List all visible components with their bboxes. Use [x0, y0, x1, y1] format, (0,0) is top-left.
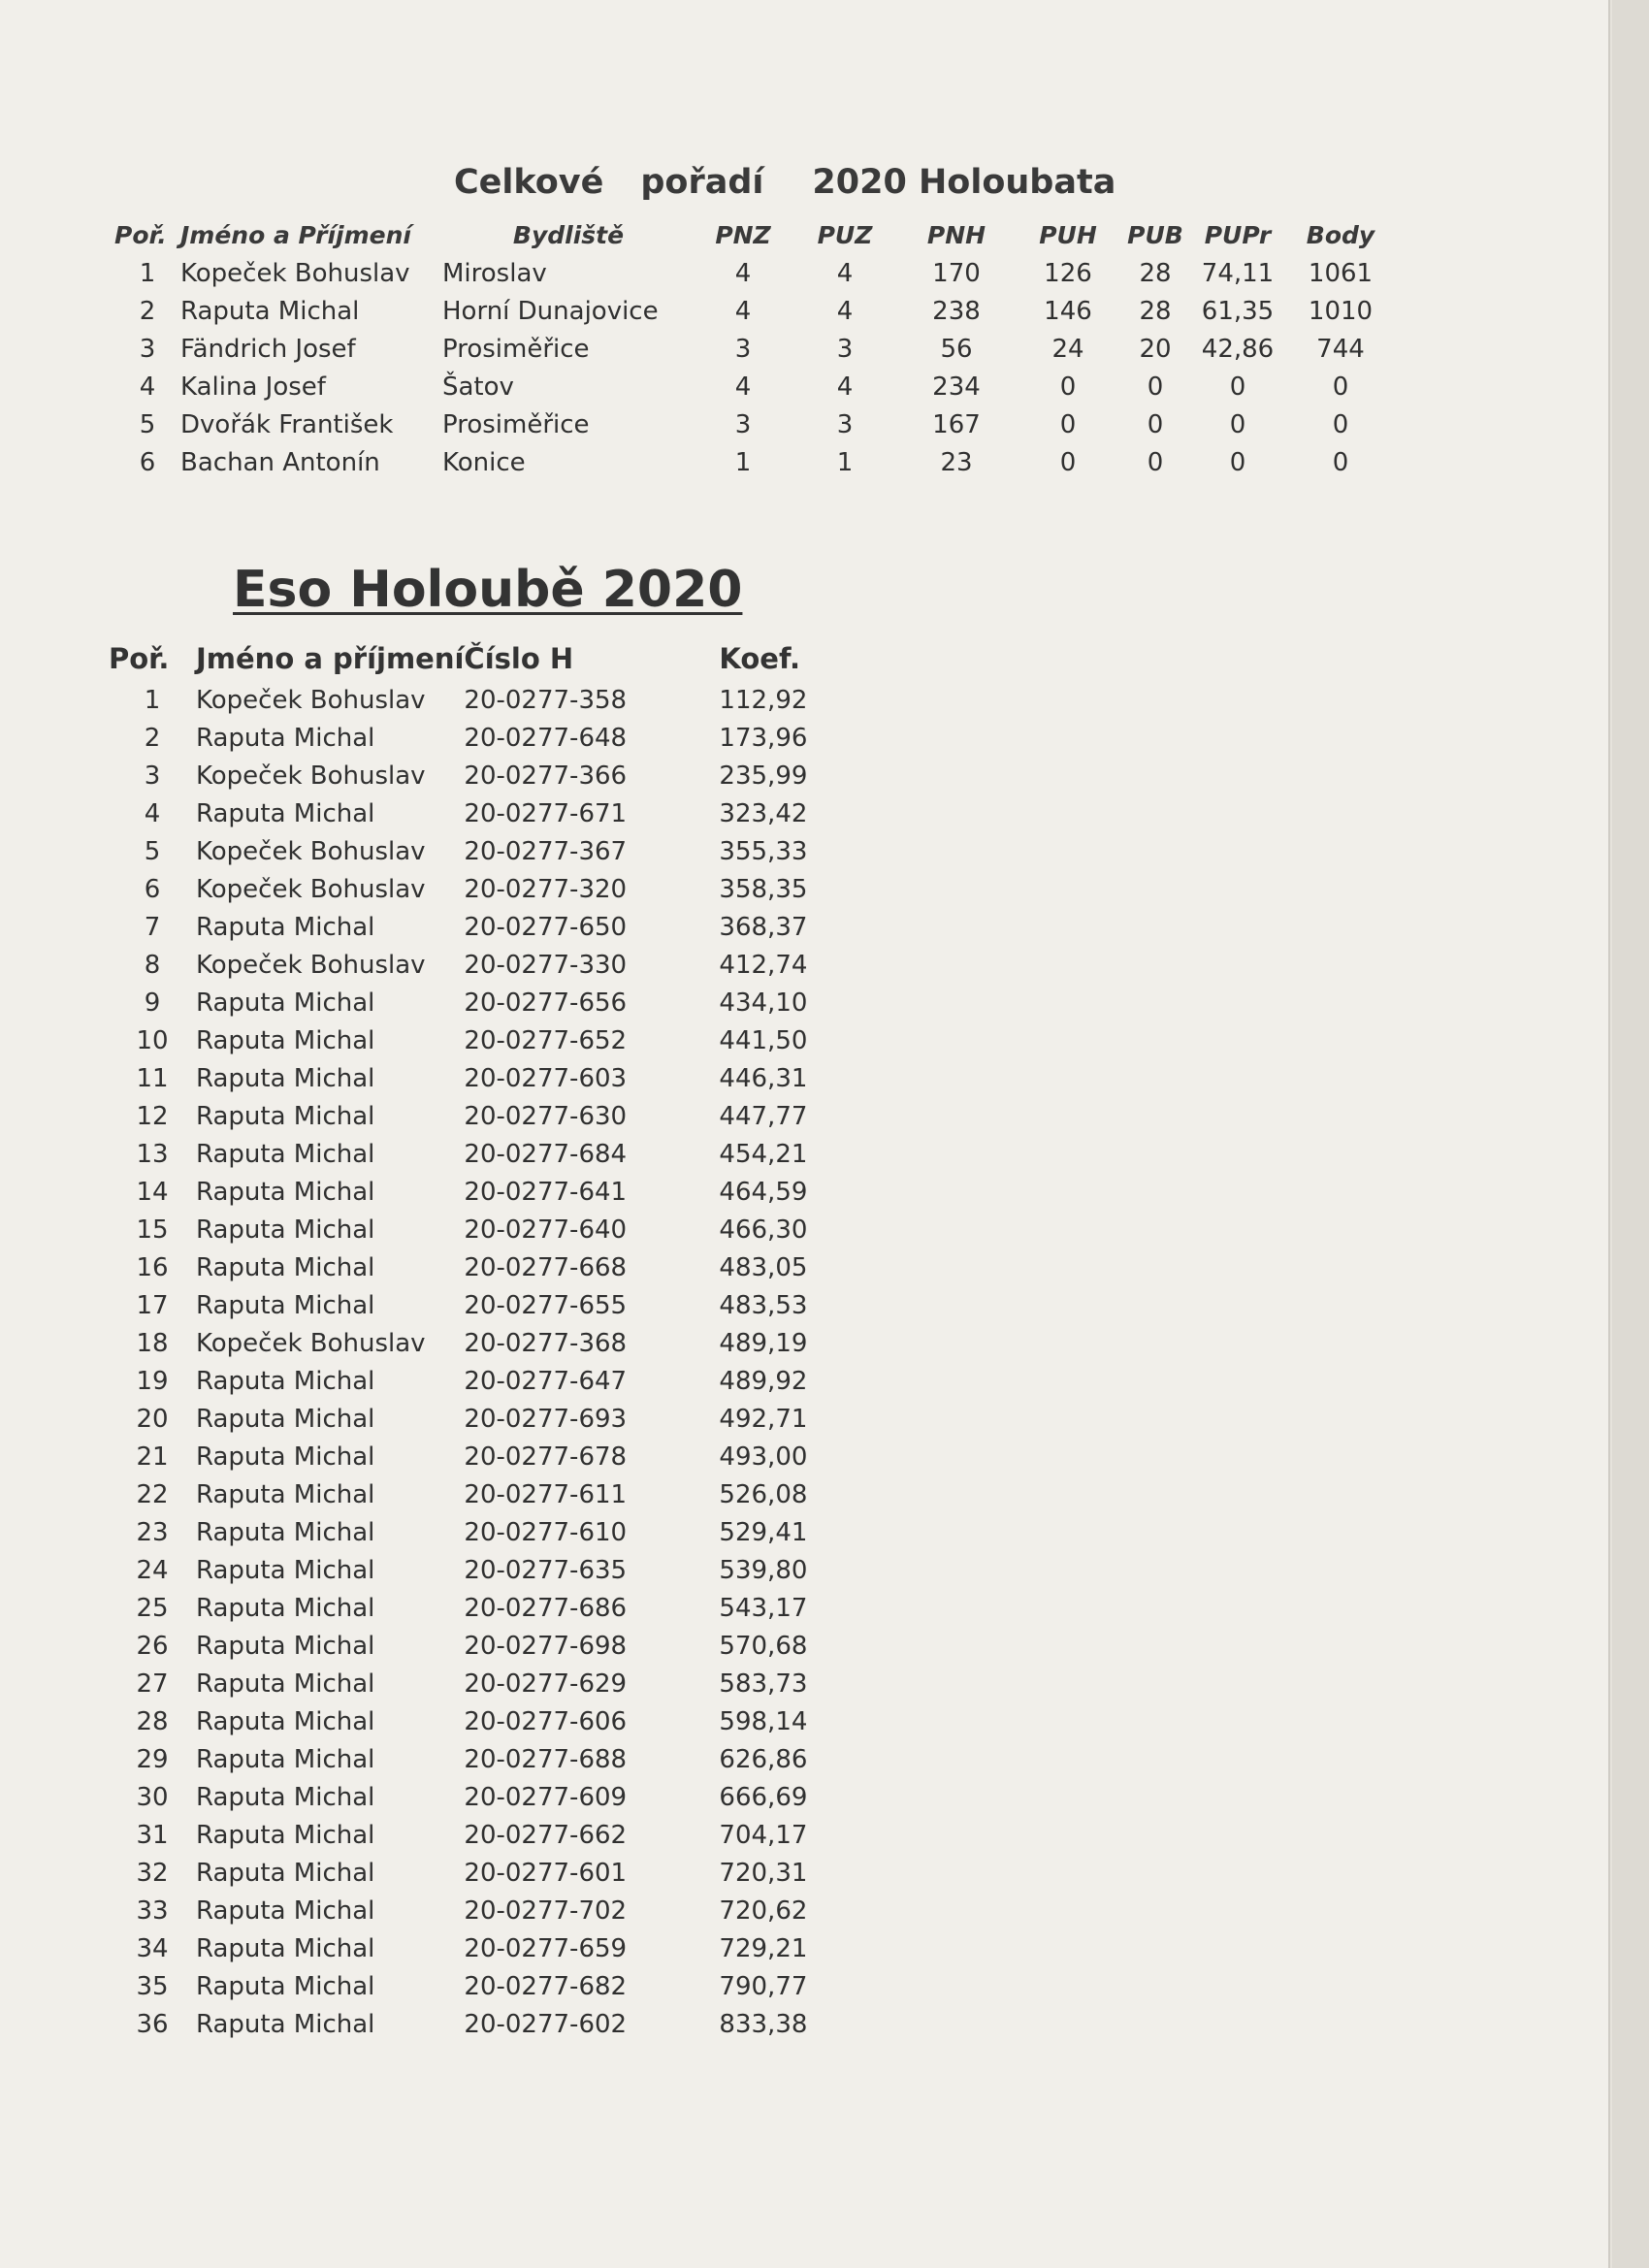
table-cell: 16 [136, 1252, 169, 1282]
table-cell: 3 [144, 761, 161, 791]
overall-title-word-3: 2020 Holoubata [812, 163, 1116, 202]
table-cell: Raputa Michal [196, 723, 375, 753]
table-cell: 20-0277-693 [464, 1404, 628, 1434]
table-cell: 20-0277-686 [464, 1593, 628, 1623]
table-cell: 20-0277-668 [464, 1252, 628, 1282]
table-cell: 368,37 [719, 912, 808, 942]
column-header: PUH [1039, 220, 1097, 249]
table-cell: 33 [136, 1895, 169, 1926]
table-cell: 20-0277-611 [464, 1479, 628, 1509]
table-cell: 0 [1147, 409, 1164, 439]
table-cell: 23 [136, 1517, 169, 1547]
table-row [109, 1967, 835, 2005]
table-cell: 20-0277-366 [464, 761, 628, 791]
table-cell: Raputa Michal [196, 1631, 375, 1661]
table-row [114, 254, 1395, 292]
table-row [109, 832, 835, 870]
table-cell: 20 [136, 1404, 169, 1434]
table-cell: Raputa Michal [196, 1366, 375, 1396]
table-cell: 355,33 [719, 836, 808, 866]
table-cell: Raputa Michal [196, 1215, 375, 1245]
table-cell: 3 [836, 334, 854, 364]
table-cell: Raputa Michal [196, 1101, 375, 1131]
table-cell: 570,68 [719, 1631, 808, 1661]
table-cell: 4 [836, 372, 854, 402]
table-cell: 20-0277-330 [464, 950, 628, 980]
table-cell: Miroslav [442, 258, 547, 288]
table-cell: 358,35 [719, 874, 808, 904]
table-cell: 6 [139, 447, 156, 477]
table-cell: Raputa Michal [196, 1479, 375, 1509]
table-cell: 14 [136, 1177, 169, 1207]
eso-table [109, 636, 835, 2043]
table-cell: 25 [136, 1593, 169, 1623]
overall-ranking-table [114, 215, 1395, 481]
table-cell: Šatov [442, 372, 514, 402]
table-cell: 1061 [1308, 258, 1374, 288]
table-cell: 2 [144, 723, 161, 753]
table-cell: 5 [139, 409, 156, 439]
table-cell: Raputa Michal [196, 1895, 375, 1926]
table-cell: 20-0277-688 [464, 1744, 628, 1774]
table-cell: 20-0277-659 [464, 1933, 628, 1963]
table-cell: Kopeček Bohuslav [196, 950, 426, 980]
table-cell: 447,77 [719, 1101, 808, 1131]
table-cell: 0 [1332, 447, 1349, 477]
table-cell: 666,69 [719, 1782, 808, 1812]
table-row [109, 908, 835, 946]
overall-title-word-1: Celkové [454, 163, 604, 202]
table-cell: 26 [136, 1631, 169, 1661]
table-cell: 20-0277-648 [464, 723, 628, 753]
column-header: Body [1306, 220, 1375, 249]
table-row [109, 1589, 835, 1627]
table-cell: Raputa Michal [196, 1744, 375, 1774]
table-cell: 170 [932, 258, 981, 288]
table-cell: 626,86 [719, 1744, 808, 1774]
table-cell: 0 [1332, 409, 1349, 439]
scan-edge [1612, 0, 1649, 2268]
table-cell: 3 [734, 334, 752, 364]
table-cell: 790,77 [719, 1971, 808, 2001]
table-row [109, 1892, 835, 1929]
table-cell: 31 [136, 1820, 169, 1850]
table-cell: 27 [136, 1669, 169, 1699]
table-cell: 13 [136, 1139, 169, 1169]
table-cell: 8 [144, 950, 161, 980]
table-cell: 583,73 [719, 1669, 808, 1699]
table-row [109, 1021, 835, 1059]
table-row [109, 2005, 835, 2043]
table-cell: 598,14 [719, 1706, 808, 1736]
table-cell: 483,53 [719, 1290, 808, 1320]
table-cell: 28 [136, 1706, 169, 1736]
table-cell: 20-0277-630 [464, 1101, 628, 1131]
table-cell: 434,10 [719, 988, 808, 1018]
table-cell: 1 [836, 447, 854, 477]
table-cell: 4 [139, 372, 156, 402]
table-cell: 19 [136, 1366, 169, 1396]
table-cell: Prosiměřice [442, 409, 590, 439]
table-cell: 744 [1316, 334, 1365, 364]
table-cell: 20-0277-656 [464, 988, 628, 1018]
column-header: Koef. [719, 642, 801, 675]
table-cell: 18 [136, 1328, 169, 1358]
table-cell: 489,19 [719, 1328, 808, 1358]
table-cell: 22 [136, 1479, 169, 1509]
table-cell: 493,00 [719, 1442, 808, 1472]
table-cell: 4 [734, 372, 752, 402]
table-cell: 3 [139, 334, 156, 364]
table-row [109, 1740, 835, 1778]
table-row [109, 1173, 835, 1211]
table-cell: 20-0277-650 [464, 912, 628, 942]
table-cell: Fändrich Josef [180, 334, 356, 364]
table-row [109, 1702, 835, 1740]
table-cell: 20-0277-320 [464, 874, 628, 904]
table-cell: 4 [144, 798, 161, 828]
table-cell: 20-0277-698 [464, 1631, 628, 1661]
table-row [114, 292, 1395, 330]
table-cell: 833,38 [719, 2009, 808, 2039]
table-cell: Raputa Michal [196, 1971, 375, 2001]
table-cell: 526,08 [719, 1479, 808, 1509]
table-cell: Raputa Michal [196, 988, 375, 1018]
table-cell: 36 [136, 2009, 169, 2039]
table-cell: 20-0277-603 [464, 1063, 628, 1093]
table-cell: 6 [144, 874, 161, 904]
table-cell: 2 [139, 296, 156, 326]
table-cell: Raputa Michal [196, 1593, 375, 1623]
table-row [109, 1929, 835, 1967]
table-cell: 20-0277-367 [464, 836, 628, 866]
table-cell: Kopeček Bohuslav [196, 685, 426, 715]
table-cell: 492,71 [719, 1404, 808, 1434]
table-row [109, 1475, 835, 1513]
table-cell: Raputa Michal [180, 296, 360, 326]
table-cell: Raputa Michal [196, 1706, 375, 1736]
table-cell: 20-0277-702 [464, 1895, 628, 1926]
table-row [109, 1059, 835, 1097]
table-cell: 20-0277-682 [464, 1971, 628, 2001]
table-row [114, 330, 1395, 368]
table-cell: 0 [1059, 372, 1077, 402]
table-row [109, 1551, 835, 1589]
table-cell: 12 [136, 1101, 169, 1131]
table-row [109, 946, 835, 984]
table-cell: Raputa Michal [196, 1517, 375, 1547]
table-cell: 1 [734, 447, 752, 477]
table-row [109, 1816, 835, 1854]
table-cell: 20-0277-684 [464, 1139, 628, 1169]
table-cell: 4 [836, 296, 854, 326]
table-cell: 3 [734, 409, 752, 439]
table-cell: 323,42 [719, 798, 808, 828]
table-cell: Raputa Michal [196, 798, 375, 828]
table-cell: 4 [734, 296, 752, 326]
column-header: Poř. [109, 642, 170, 675]
table-row [109, 1400, 835, 1438]
table-cell: 529,41 [719, 1517, 808, 1547]
table-cell: 28 [1139, 296, 1172, 326]
table-cell: Raputa Michal [196, 1820, 375, 1850]
table-cell: Kalina Josef [180, 372, 326, 402]
table-cell: 20-0277-601 [464, 1858, 628, 1888]
table-cell: 20 [1139, 334, 1172, 364]
table-cell: 56 [940, 334, 973, 364]
table-cell: Raputa Michal [196, 912, 375, 942]
table-cell: Raputa Michal [196, 1858, 375, 1888]
table-cell: 0 [1147, 372, 1164, 402]
table-cell: 234 [932, 372, 981, 402]
table-cell: Raputa Michal [196, 1139, 375, 1169]
table-row [109, 1286, 835, 1324]
table-cell: 20-0277-641 [464, 1177, 628, 1207]
table-row [109, 1665, 835, 1702]
column-header: Číslo H [464, 642, 574, 675]
column-header: PUPr [1204, 220, 1272, 249]
table-cell: 24 [1051, 334, 1084, 364]
table-cell: 0 [1229, 409, 1246, 439]
table-row [109, 719, 835, 757]
table-cell: 11 [136, 1063, 169, 1093]
column-header: PNH [926, 220, 986, 249]
column-header: Jméno a Příjmení [180, 220, 411, 249]
table-cell: 1 [139, 258, 156, 288]
table-cell: 412,74 [719, 950, 808, 980]
table-cell: 704,17 [719, 1820, 808, 1850]
table-cell: 20-0277-655 [464, 1290, 628, 1320]
table-cell: Konice [442, 447, 526, 477]
table-cell: Raputa Michal [196, 1025, 375, 1055]
table-cell: 20-0277-652 [464, 1025, 628, 1055]
table-cell: 126 [1044, 258, 1092, 288]
table-row [109, 794, 835, 832]
table-cell: Horní Dunajovice [442, 296, 659, 326]
column-header: Jméno a příjmení [196, 642, 465, 675]
table-row [109, 1513, 835, 1551]
table-cell: 446,31 [719, 1063, 808, 1093]
table-cell: 7 [144, 912, 161, 942]
table-cell: 74,11 [1201, 258, 1275, 288]
overall-header-row [114, 215, 1395, 254]
table-cell: 24 [136, 1555, 169, 1585]
table-cell: 720,62 [719, 1895, 808, 1926]
table-cell: 4 [734, 258, 752, 288]
table-cell: 238 [932, 296, 981, 326]
overall-ranking-title [454, 163, 1116, 202]
table-cell: 20-0277-629 [464, 1669, 628, 1699]
column-header: PUB [1127, 220, 1183, 249]
table-cell: Raputa Michal [196, 2009, 375, 2039]
table-row [109, 681, 835, 719]
table-cell: 23 [940, 447, 973, 477]
table-cell: 20-0277-640 [464, 1215, 628, 1245]
column-header: PNZ [715, 220, 771, 249]
table-row [109, 1097, 835, 1135]
table-row [114, 443, 1395, 481]
table-cell: Kopeček Bohuslav [196, 836, 426, 866]
table-cell: Raputa Michal [196, 1063, 375, 1093]
table-cell: Raputa Michal [196, 1177, 375, 1207]
table-cell: Kopeček Bohuslav [196, 1328, 426, 1358]
table-cell: 729,21 [719, 1933, 808, 1963]
table-cell: 489,92 [719, 1366, 808, 1396]
table-cell: 112,92 [719, 685, 808, 715]
overall-title-word-2: pořadí [640, 163, 764, 202]
table-cell: Raputa Michal [196, 1669, 375, 1699]
table-row [109, 870, 835, 908]
column-header: PUZ [817, 220, 873, 249]
table-cell: Bachan Antonín [180, 447, 380, 477]
table-row [109, 1362, 835, 1400]
table-cell: Kopeček Bohuslav [196, 874, 426, 904]
table-cell: Raputa Michal [196, 1782, 375, 1812]
table-cell: 441,50 [719, 1025, 808, 1055]
table-cell: 1010 [1308, 296, 1374, 326]
table-row [109, 1324, 835, 1362]
table-cell: 4 [836, 258, 854, 288]
table-row [114, 405, 1395, 443]
table-cell: 543,17 [719, 1593, 808, 1623]
table-cell: 20-0277-610 [464, 1517, 628, 1547]
table-cell: 34 [136, 1933, 169, 1963]
table-cell: 1 [144, 685, 161, 715]
table-row [109, 1854, 835, 1892]
table-cell: Raputa Michal [196, 1290, 375, 1320]
table-row [114, 368, 1395, 405]
table-cell: 20-0277-662 [464, 1820, 628, 1850]
table-row [109, 1627, 835, 1665]
table-cell: 0 [1332, 372, 1349, 402]
table-cell: 35 [136, 1971, 169, 2001]
table-row [109, 757, 835, 794]
table-cell: 720,31 [719, 1858, 808, 1888]
table-cell: 20-0277-635 [464, 1555, 628, 1585]
table-cell: 20-0277-647 [464, 1366, 628, 1396]
table-cell: 20-0277-606 [464, 1706, 628, 1736]
table-cell: 32 [136, 1858, 169, 1888]
table-cell: 42,86 [1201, 334, 1275, 364]
table-cell: Kopeček Bohuslav [180, 258, 410, 288]
table-cell: 15 [136, 1215, 169, 1245]
table-cell: 5 [144, 836, 161, 866]
table-cell: 20-0277-609 [464, 1782, 628, 1812]
table-cell: Raputa Michal [196, 1404, 375, 1434]
table-cell: 539,80 [719, 1555, 808, 1585]
table-cell: 466,30 [719, 1215, 808, 1245]
table-cell: 0 [1147, 447, 1164, 477]
table-cell: 0 [1059, 447, 1077, 477]
table-row [109, 1778, 835, 1816]
table-cell: 173,96 [719, 723, 808, 753]
table-cell: Prosiměřice [442, 334, 590, 364]
table-cell: 20-0277-368 [464, 1328, 628, 1358]
table-row [109, 1438, 835, 1475]
table-cell: 10 [136, 1025, 169, 1055]
table-cell: 20-0277-678 [464, 1442, 628, 1472]
table-cell: 167 [932, 409, 981, 439]
table-cell: 0 [1229, 372, 1246, 402]
table-cell: Raputa Michal [196, 1252, 375, 1282]
table-cell: Kopeček Bohuslav [196, 761, 426, 791]
table-row [109, 1135, 835, 1173]
table-cell: 30 [136, 1782, 169, 1812]
eso-title: Eso Holoubě 2020 [233, 561, 743, 619]
table-cell: 20-0277-602 [464, 2009, 628, 2039]
table-cell: 20-0277-671 [464, 798, 628, 828]
table-cell: 21 [136, 1442, 169, 1472]
table-cell: 20-0277-358 [464, 685, 628, 715]
eso-header-row [109, 636, 835, 681]
table-cell: 464,59 [719, 1177, 808, 1207]
table-cell: 28 [1139, 258, 1172, 288]
table-cell: 0 [1229, 447, 1246, 477]
table-row [109, 984, 835, 1021]
table-cell: 146 [1044, 296, 1092, 326]
table-cell: 0 [1059, 409, 1077, 439]
table-cell: Raputa Michal [196, 1933, 375, 1963]
table-cell: Raputa Michal [196, 1555, 375, 1585]
table-cell: 29 [136, 1744, 169, 1774]
table-cell: 17 [136, 1290, 169, 1320]
table-cell: 61,35 [1201, 296, 1275, 326]
table-row [109, 1248, 835, 1286]
table-cell: Dvořák František [180, 409, 394, 439]
column-header: Poř. [114, 220, 167, 249]
table-cell: 3 [836, 409, 854, 439]
table-cell: 483,05 [719, 1252, 808, 1282]
table-cell: Raputa Michal [196, 1442, 375, 1472]
table-row [109, 1211, 835, 1248]
column-header: Bydliště [512, 220, 625, 249]
table-cell: 235,99 [719, 761, 808, 791]
table-cell: 9 [144, 988, 161, 1018]
table-cell: 454,21 [719, 1139, 808, 1169]
